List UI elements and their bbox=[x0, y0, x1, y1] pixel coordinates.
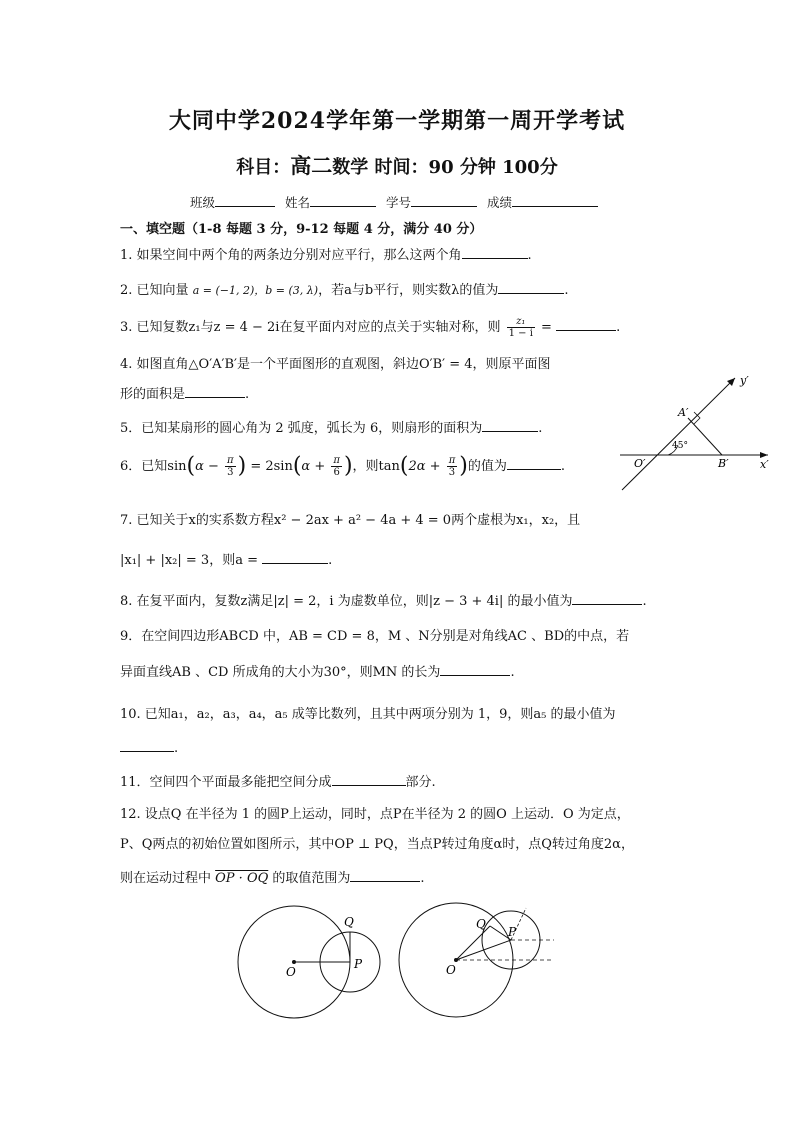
name-blank bbox=[310, 194, 376, 207]
score-blank bbox=[512, 194, 598, 207]
segment-a-b bbox=[688, 418, 722, 455]
question-4-text: 形的面积是 bbox=[120, 387, 186, 402]
answer-blank bbox=[120, 739, 174, 752]
vector-b: ，b = (3, λ) bbox=[254, 284, 319, 297]
answer-blank bbox=[507, 457, 561, 470]
score-label: 成绩 bbox=[487, 195, 513, 210]
question-2: 2. 已知向量 a = (−1, 2)，b = (3, λ)，若a与b平行，则实数λ的值为 . bbox=[120, 283, 569, 298]
question-5: 5．已知某扇形的圆心角为 2 弧度，弧长为 6，则扇形的面积为 . bbox=[120, 421, 543, 436]
label-o: O bbox=[446, 963, 456, 977]
class-label: 班级 bbox=[190, 195, 216, 210]
numerator: π bbox=[333, 455, 340, 466]
answer-blank bbox=[350, 869, 420, 882]
label-o-prime: O′ bbox=[634, 457, 646, 470]
right-paren: ) bbox=[459, 453, 468, 479]
denominator: 3 bbox=[448, 467, 456, 478]
question-7-line-1: 7. 已知关于x的实系数方程x² − 2ax + a² − 4a + 4 = 0两个虚根为x₁，x₂，且 bbox=[120, 513, 581, 528]
question-11-text: 11．空间四个平面最多能把空间分成 bbox=[120, 775, 332, 790]
arg-1: α − bbox=[195, 459, 224, 474]
answer-blank bbox=[556, 318, 616, 331]
figure-q12-initial bbox=[232, 900, 402, 1030]
question-9-line-1: 9．在空间四边形ABCD 中，AB = CD = 8，M 、N分别是对角线AC 、BD的中点，若 bbox=[120, 629, 630, 644]
point-o bbox=[292, 960, 296, 964]
question-6-text-b: = 2sin bbox=[246, 459, 293, 474]
question-1: 1. 如果空间中两个角的两条边分别对应平行，那么这两个角 . bbox=[120, 248, 532, 263]
answer-blank bbox=[572, 592, 642, 605]
question-6: 6．已知sin(α − $\frac{\pi}{3}$ ) = 2sin(α + $\frac{\pi}{6}$ )，则tan(2α + $\frac{\pi}{3}$ )的值为 . bbox=[120, 453, 566, 479]
left-paren: ( bbox=[186, 453, 196, 479]
segment-oq bbox=[456, 926, 490, 960]
question-9-text: 异面直线AB 、CD 所成角的大小为30°，则MN 的长为 bbox=[120, 665, 441, 680]
question-10-line-1: 10. 已知a₁，a₂，a₃，a₄，a₅ 成等比数列，且其中两项分别为 1，9，则a₅ 的最小值为 bbox=[120, 707, 616, 722]
label-p: P bbox=[354, 957, 363, 971]
question-4-line-1: 4. 如图直角△O′A′B′是一个平面图形的直观图，斜边O′B′ = 4，则原平面图 bbox=[120, 357, 551, 372]
id-blank bbox=[411, 194, 477, 207]
label-q: Q bbox=[476, 917, 486, 931]
exam-title: 大同中学2024学年第一学期第一周开学考试 bbox=[168, 108, 626, 134]
question-2-text-b: ，若a与b平行，则实数λ的值为 bbox=[318, 283, 499, 298]
label-y-prime: y′ bbox=[740, 374, 749, 387]
segment-op bbox=[456, 940, 511, 960]
id-label: 学号 bbox=[386, 195, 412, 210]
question-12-text-b: 的取值范围为 bbox=[268, 871, 351, 886]
left-paren: ( bbox=[292, 453, 302, 479]
vector-a: a = (−1, 2) bbox=[192, 284, 255, 297]
fraction-1 bbox=[225, 455, 236, 478]
y-axis bbox=[622, 378, 735, 490]
label-b-prime: B′ bbox=[718, 457, 729, 470]
name-label: 姓名 bbox=[285, 195, 311, 210]
question-12-line-1: 12. 设点Q 在半径为 1 的圆P上运动，同时，点P在半径为 2 的圆O 上运动．O 为定点， bbox=[120, 807, 630, 822]
answer-blank bbox=[440, 663, 510, 676]
subject-label: 科目： bbox=[236, 157, 291, 178]
answer-blank bbox=[498, 281, 564, 294]
student-info-row bbox=[190, 193, 604, 211]
question-7-text: |x₁| + |x₂| = 3，则a = bbox=[120, 553, 263, 568]
equals: = bbox=[536, 320, 557, 335]
exam-subtitle bbox=[0, 150, 794, 180]
answer-blank bbox=[185, 385, 245, 398]
subject-grade: 高二 bbox=[290, 153, 333, 178]
figure-q4-diagram bbox=[610, 366, 780, 496]
question-3: 3. 已知复数z₁与z = 4 − 2i在复平面内对应的点关于实轴对称，则 $\frac{\text{z₁}}{1 - i}$ = . bbox=[120, 316, 621, 339]
numerator: π bbox=[448, 455, 456, 466]
answer-blank bbox=[332, 773, 406, 786]
question-6-text-c: ，则tan bbox=[352, 459, 400, 474]
question-6-text-d: 的值为 bbox=[467, 459, 507, 474]
question-2-text: 2. 已知向量 bbox=[120, 283, 189, 298]
label-p: P bbox=[508, 925, 517, 939]
question-5-text: 5．已知某扇形的圆心角为 2 弧度，弧长为 6，则扇形的面积为 bbox=[120, 421, 483, 436]
question-10-line-2: . bbox=[120, 739, 178, 758]
right-paren: ) bbox=[237, 453, 247, 479]
question-8: 8. 在复平面内，复数z满足|z| = 2，i 为虚数单位，则|z − 3 + 4i| 的最小值为 . bbox=[120, 594, 647, 609]
question-12-line-2: P、Q两点的初始位置如图所示，其中OP ⊥ PQ，当点P转过角度α时，点Q转过角度2α， bbox=[120, 837, 634, 852]
question-7-line-2: |x₁| + |x₂| = 3，则a = . bbox=[120, 553, 333, 568]
question-11 bbox=[120, 773, 436, 792]
label-a-prime: A′ bbox=[678, 406, 689, 419]
label-q: Q bbox=[344, 915, 354, 929]
right-paren: ) bbox=[343, 453, 353, 479]
question-11-text-b: 部分. bbox=[405, 775, 436, 790]
question-12-line-3: 则在运动过程中 OP · OQ 的取值范围为 . bbox=[120, 871, 425, 886]
angle-label: 45° bbox=[672, 441, 688, 451]
class-blank bbox=[215, 194, 275, 207]
question-9-line-2: 异面直线AB 、CD 所成角的大小为30°，则MN 的长为 . bbox=[120, 665, 515, 680]
numerator: z₁ bbox=[507, 316, 535, 328]
arg-2: α + bbox=[301, 459, 330, 474]
figure-q12-rotated bbox=[398, 896, 562, 1030]
numerator: π bbox=[227, 455, 234, 466]
denominator: 6 bbox=[333, 467, 340, 478]
question-3-text: 3. 已知复数z₁与z = 4 − 2i在复平面内对应的点关于实轴对称，则 bbox=[120, 320, 501, 335]
fraction-3 bbox=[447, 455, 458, 478]
left-paren: ( bbox=[399, 453, 409, 479]
question-6-text: 6．已知sin bbox=[120, 459, 187, 474]
point-o bbox=[454, 958, 458, 962]
answer-blank bbox=[262, 551, 328, 564]
answer-blank bbox=[462, 246, 528, 259]
denominator: 1 − i bbox=[508, 328, 533, 339]
arg-3: 2α + bbox=[408, 459, 445, 474]
label-x-prime: x′ bbox=[760, 458, 769, 471]
section-heading: 一、填空题（1-8 每题 3 分，9-12 每题 4 分，满分 40 分） bbox=[120, 222, 483, 237]
fraction bbox=[507, 316, 535, 339]
fraction-2 bbox=[331, 455, 342, 478]
denominator: 3 bbox=[227, 467, 234, 478]
vector-dot-product: OP · OQ bbox=[215, 871, 269, 886]
subject-rest: 数学 时间：90 分钟 100分 bbox=[332, 157, 558, 178]
question-4-line-2: 形的面积是 . bbox=[120, 387, 250, 402]
answer-blank bbox=[482, 419, 538, 432]
label-o: O bbox=[286, 965, 296, 979]
question-12-text: 则在运动过程中 bbox=[120, 871, 216, 886]
question-1-text: 1. 如果空间中两个角的两条边分别对应平行，那么这两个角 bbox=[120, 248, 462, 263]
question-8-text: 8. 在复平面内，复数z满足|z| = 2，i 为虚数单位，则|z − 3 + 4i| 的最小值为 bbox=[120, 594, 573, 609]
